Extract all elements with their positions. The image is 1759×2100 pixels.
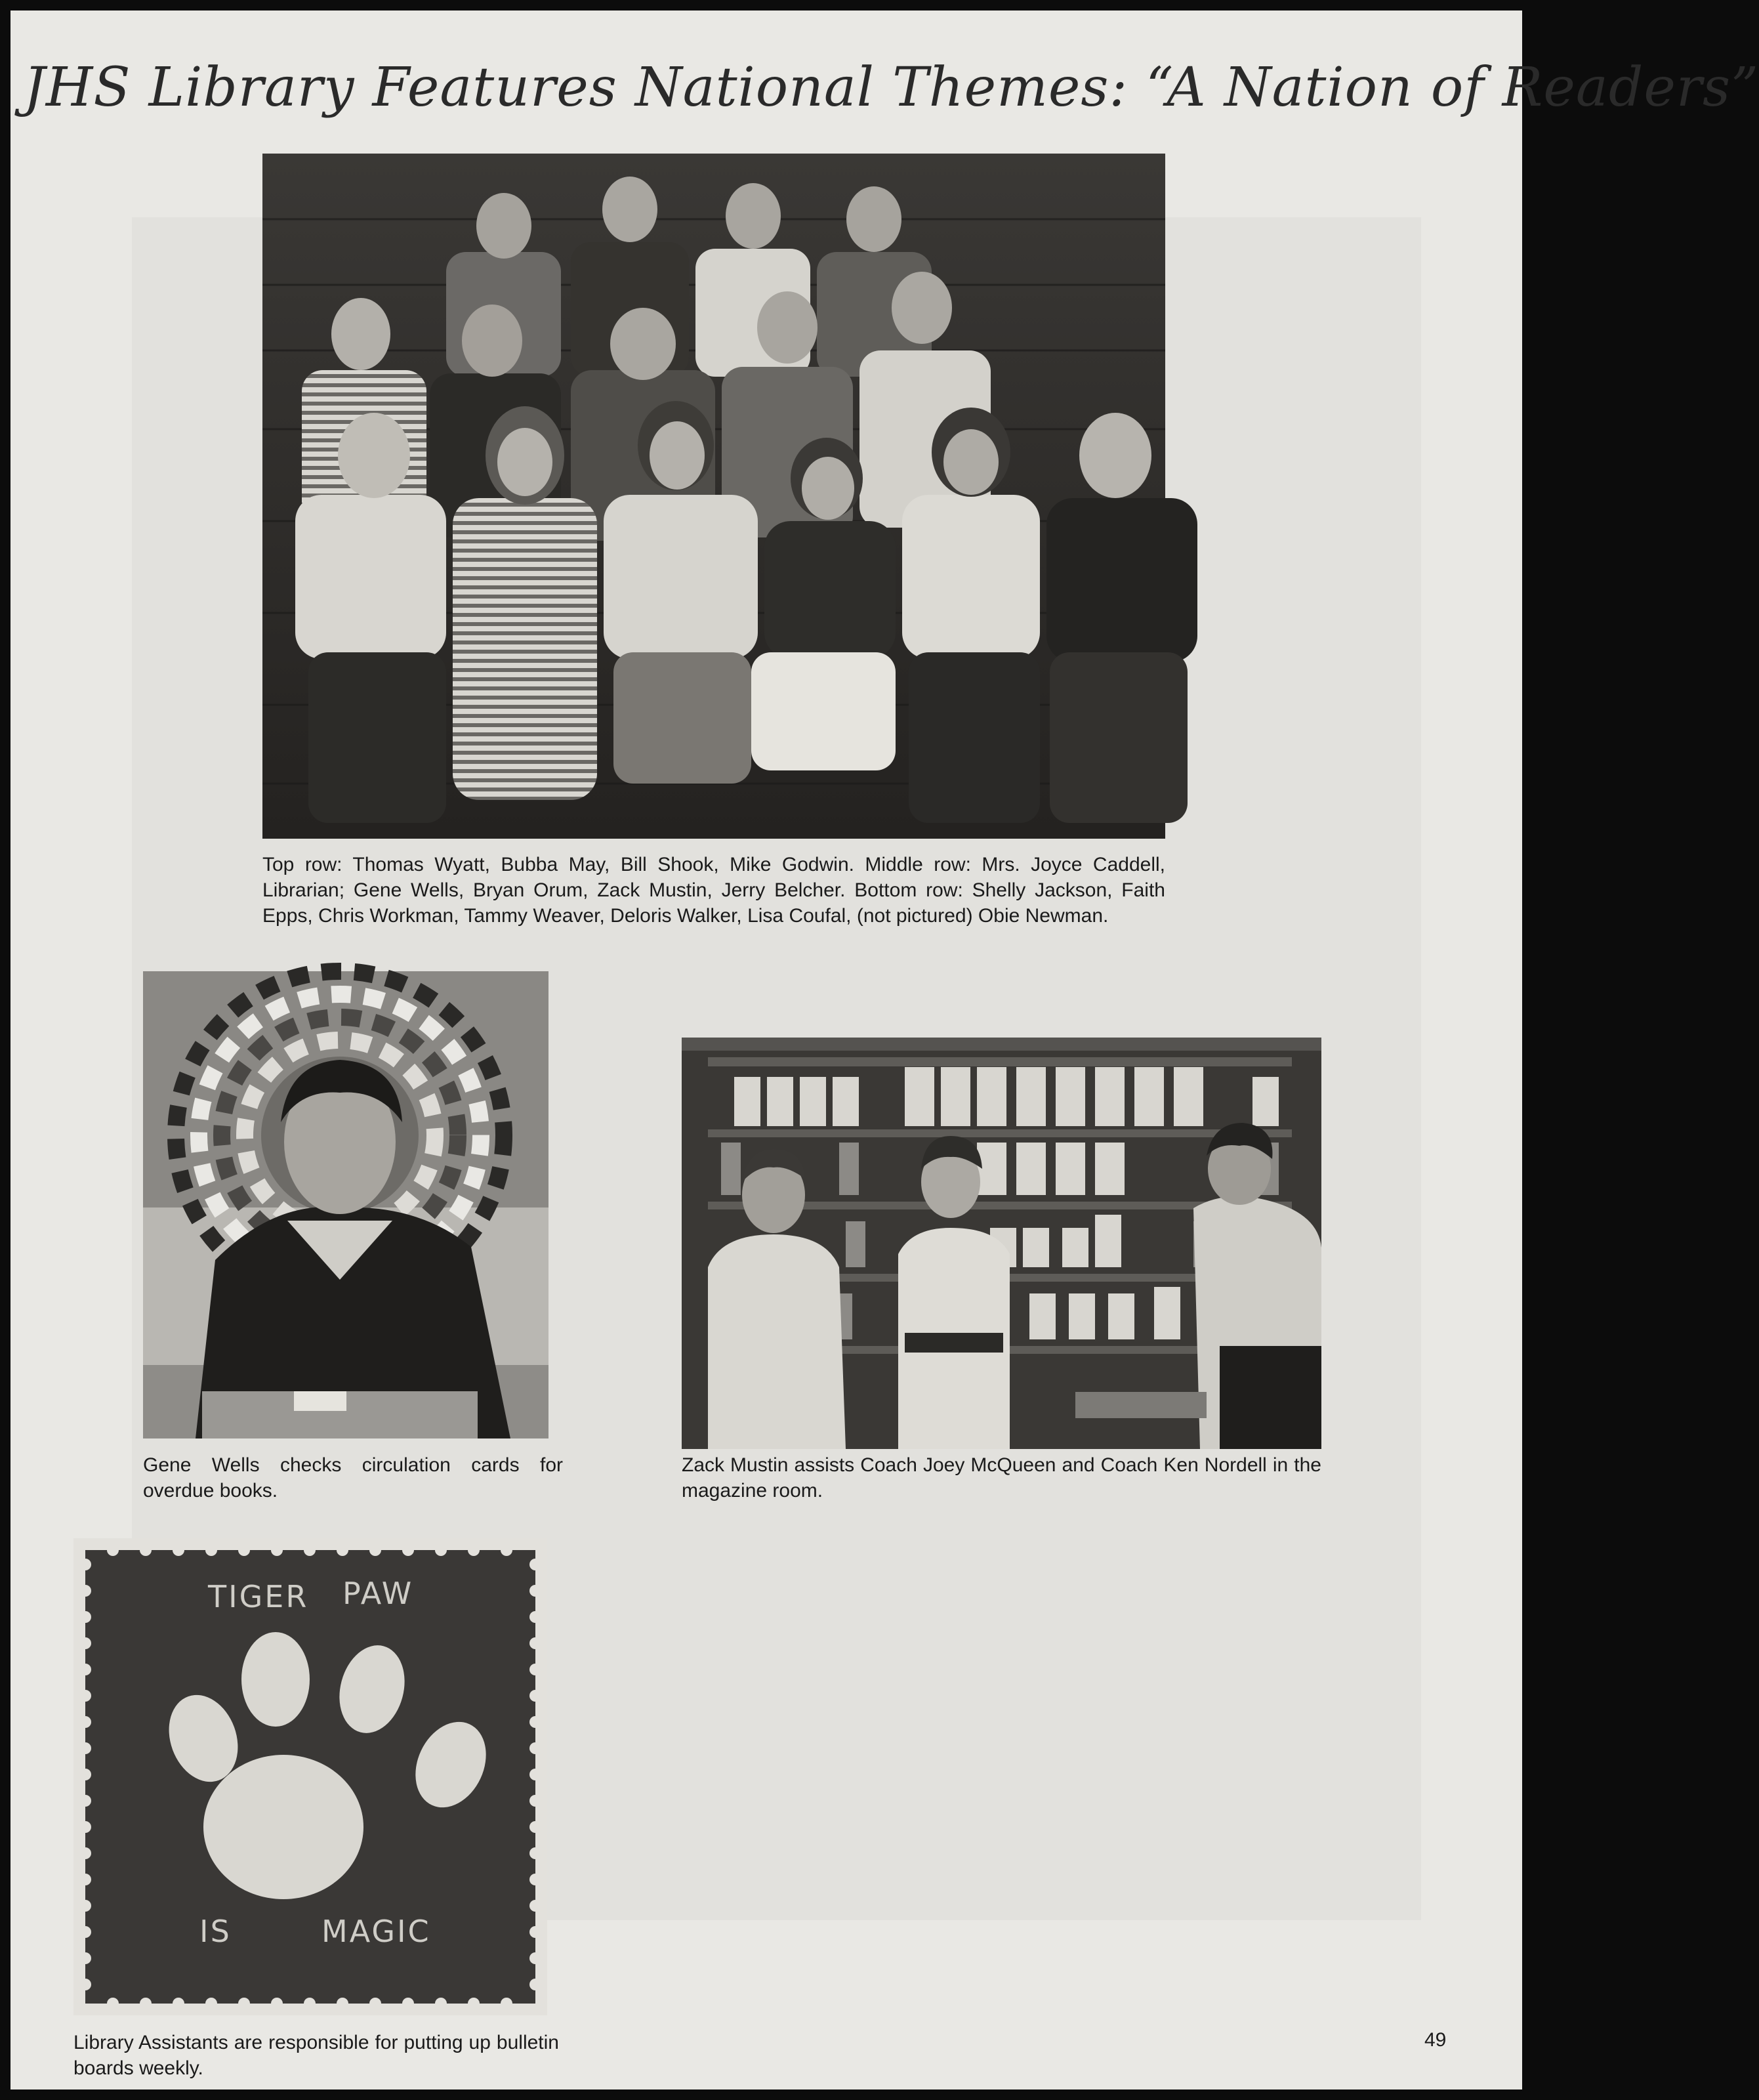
- group-photo: [262, 154, 1165, 839]
- board-text-tiger: TIGER: [208, 1579, 309, 1614]
- gene-wells-photo: [143, 971, 548, 1438]
- board-text-paw: PAW: [342, 1576, 414, 1611]
- page-title: JHS Library Features National Themes: “A Nation of Readers”: [24, 56, 1759, 119]
- magazine-room-photo: [682, 1038, 1321, 1449]
- bulletin-board-caption: Library Assistants are responsible for putting up bulletin boards weekly.: [73, 2032, 559, 2079]
- bulletin-board-photo: [73, 1538, 547, 2015]
- gene-wells-caption: Gene Wells checks circulation cards for overdue books.: [143, 1454, 563, 1502]
- yearbook-page: [10, 10, 1759, 2090]
- board-text-is: IS: [199, 1914, 232, 1949]
- page-number: 49: [1424, 2029, 1447, 2051]
- board-text-magic: MAGIC: [321, 1914, 431, 1949]
- group-photo-caption: Top row: Thomas Wyatt, Bubba May, Bill Shook, Mike Godwin. Middle row: Mrs. Joyce Caddell, Librarian; Gene Wells, Bryan Orum, Zack Mustin, Jerry Belcher. Bottom row: Shelly Jackson, Faith Epps, Chris Workman, Tammy Weaver, Deloris Walker, Lisa Coufal, (not pictured) Obie Newman.: [262, 854, 1165, 927]
- magazine-room-caption: Zack Mustin assists Coach Joey McQueen and Coach Ken Nordell in the magazine room.: [682, 1454, 1321, 1502]
